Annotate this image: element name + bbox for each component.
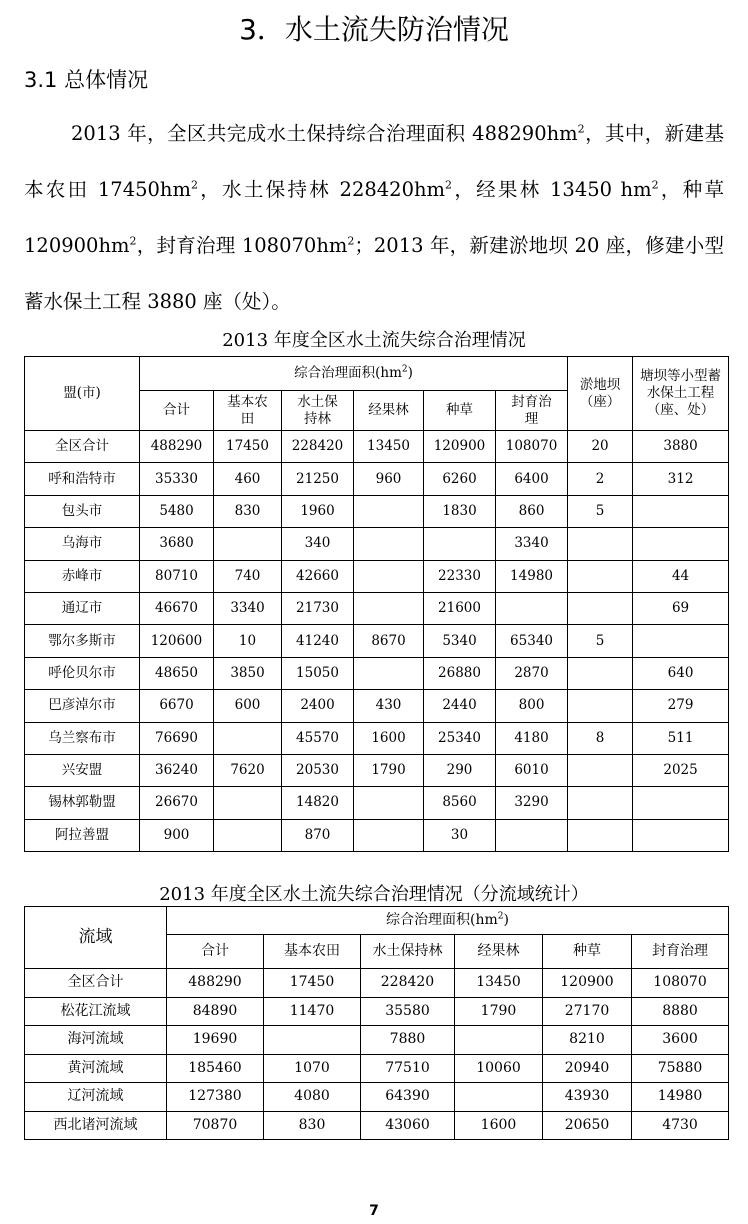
table-cell [214, 722, 282, 754]
row-label: 包头市 [25, 495, 140, 527]
table-cell: 27170 [543, 997, 632, 1026]
table-cell: 5340 [424, 625, 496, 657]
table-cell: 108070 [632, 969, 729, 998]
table-cell: 70870 [167, 1111, 264, 1140]
table-cell: 14820 [282, 787, 354, 819]
row-label: 赤峰市 [25, 560, 140, 592]
table-cell: 3600 [632, 1026, 729, 1055]
table-cell: 13450 [455, 969, 543, 998]
table-cell [354, 592, 424, 624]
table-cell: 2400 [282, 690, 354, 722]
table-cell: 22330 [424, 560, 496, 592]
table-row [25, 463, 729, 495]
table-cell: 15050 [282, 657, 354, 689]
table-row [25, 495, 729, 527]
table-cell: 10060 [455, 1054, 543, 1083]
table2-caption: 2013 年度全区水土流失综合治理情况（分流域统计） [159, 884, 589, 905]
table-cell [264, 1026, 361, 1055]
table-row [25, 1111, 729, 1140]
table-row [25, 969, 729, 998]
header-dam: 淤地坝（座） [568, 357, 633, 431]
page-number: 7 [369, 1203, 379, 1219]
table-cell [568, 528, 633, 560]
table-cell: 20940 [543, 1054, 632, 1083]
header-area-group: 综合治理面积$(hm^2)$ [140, 357, 568, 391]
table-cell [214, 819, 282, 851]
header-farmland: 基本农田 [264, 935, 361, 969]
table-cell: 30 [424, 819, 496, 851]
header-grass: 种草 [543, 935, 632, 969]
subsection-title: 3.1 总体情况 [24, 68, 149, 92]
table-cell: 5 [568, 625, 633, 657]
section-title: 3．水土流失防治情况 [239, 13, 509, 46]
row-label: 松花江流域 [25, 997, 167, 1026]
table-cell: 21250 [282, 463, 354, 495]
row-label: 阿拉善盟 [25, 819, 140, 851]
row-label: 全区合计 [25, 431, 140, 463]
header-forest: 水土保持林 [282, 391, 354, 431]
table-cell [633, 528, 729, 560]
row-label: 乌海市 [25, 528, 140, 560]
table-cell: 10 [214, 625, 282, 657]
row-label: 巴彦淖尔市 [25, 690, 140, 722]
table-cell: 2440 [424, 690, 496, 722]
table-cell: 488290 [140, 431, 214, 463]
table-cell: 13450 [354, 431, 424, 463]
table-cell [354, 657, 424, 689]
table-cell: 14980 [496, 560, 568, 592]
table-cell [455, 1026, 543, 1055]
table-cell: 35330 [140, 463, 214, 495]
table-cell: 860 [496, 495, 568, 527]
table-cell: 42660 [282, 560, 354, 592]
table-cell [354, 819, 424, 851]
table-cell [633, 495, 729, 527]
table-cell: 6400 [496, 463, 568, 495]
table-cell: 2 [568, 463, 633, 495]
row-label: 呼和浩特市 [25, 463, 140, 495]
table-cell: 8210 [543, 1026, 632, 1055]
table-row [25, 657, 729, 689]
table-cell: 8 [568, 722, 633, 754]
row-label: 呼伦贝尔市 [25, 657, 140, 689]
table-row [25, 690, 729, 722]
table-cell: 11470 [264, 997, 361, 1026]
table-cell [354, 528, 424, 560]
table-cell: 35580 [361, 997, 455, 1026]
table-cell [424, 528, 496, 560]
table-cell: 75880 [632, 1054, 729, 1083]
table-cell: 77510 [361, 1054, 455, 1083]
row-label: 鄂尔多斯市 [25, 625, 140, 657]
table-cell: 17450 [214, 431, 282, 463]
table-cell: 1070 [264, 1054, 361, 1083]
table-cell: 511 [633, 722, 729, 754]
table-cell: 120600 [140, 625, 214, 657]
table-row [25, 1083, 729, 1112]
table-cell: 20 [568, 431, 633, 463]
table-cell: 1790 [455, 997, 543, 1026]
table-cell [568, 592, 633, 624]
table-cell: 740 [214, 560, 282, 592]
table-cell: 108070 [496, 431, 568, 463]
table-row [25, 560, 729, 592]
table-cell: 960 [354, 463, 424, 495]
table-cell: 21730 [282, 592, 354, 624]
header-total: 合计 [140, 391, 214, 431]
table-cell: 8880 [632, 997, 729, 1026]
table-cell: 185460 [167, 1054, 264, 1083]
table-cell: 340 [282, 528, 354, 560]
header-forest: 水土保持林 [361, 935, 455, 969]
table-cell: 460 [214, 463, 282, 495]
table-cell: 1960 [282, 495, 354, 527]
table-cell: 3680 [140, 528, 214, 560]
table-row [25, 754, 729, 786]
table-cell: 44 [633, 560, 729, 592]
table-cell: 830 [264, 1111, 361, 1140]
table-cell: 1600 [455, 1111, 543, 1140]
table-row [25, 592, 729, 624]
table-cell: 228420 [361, 969, 455, 998]
table-cell: 120900 [543, 969, 632, 998]
table-cell [568, 754, 633, 786]
header-closure: 封育治理 [632, 935, 729, 969]
table-row [25, 722, 729, 754]
table-cell: 228420 [282, 431, 354, 463]
table-cell: 120900 [424, 431, 496, 463]
table-cell: 5480 [140, 495, 214, 527]
table-cell [496, 819, 568, 851]
table-cell: 17450 [264, 969, 361, 998]
row-label: 辽河流域 [25, 1083, 167, 1112]
row-label: 乌兰察布市 [25, 722, 140, 754]
table-cell: 26880 [424, 657, 496, 689]
table-cell [496, 592, 568, 624]
table-cell [455, 1083, 543, 1112]
table-cell [568, 787, 633, 819]
table-cell: 41240 [282, 625, 354, 657]
table-cell: 3340 [214, 592, 282, 624]
table-cell: 80710 [140, 560, 214, 592]
table-cell: 7620 [214, 754, 282, 786]
table-cell [633, 819, 729, 851]
table-cell: 3880 [633, 431, 729, 463]
row-label: 黄河流域 [25, 1054, 167, 1083]
table-cell [568, 819, 633, 851]
table-cell: 65340 [496, 625, 568, 657]
header-total: 合计 [167, 935, 264, 969]
table-cell: 19690 [167, 1026, 264, 1055]
row-label: 通辽市 [25, 592, 140, 624]
row-label: 锡林郭勒盟 [25, 787, 140, 819]
table-cell: 1600 [354, 722, 424, 754]
table-row [25, 819, 729, 851]
table-cell: 800 [496, 690, 568, 722]
table-cell [354, 787, 424, 819]
table-cell: 7880 [361, 1026, 455, 1055]
table-cell: 2870 [496, 657, 568, 689]
header-basin: 流域 [25, 907, 167, 969]
header-small-works: 塘坝等小型蓄水保土工程（座、处） [633, 357, 729, 431]
table-cell: 488290 [167, 969, 264, 998]
region-table [24, 356, 729, 852]
table-cell: 26670 [140, 787, 214, 819]
table-cell: 25340 [424, 722, 496, 754]
table-row [25, 1054, 729, 1083]
table-cell: 8670 [354, 625, 424, 657]
header-farmland: 基本农田 [214, 391, 282, 431]
table-cell [354, 495, 424, 527]
table-cell: 20650 [543, 1111, 632, 1140]
table-cell: 3290 [496, 787, 568, 819]
table-cell: 64390 [361, 1083, 455, 1112]
table-cell: 69 [633, 592, 729, 624]
table-cell: 2025 [633, 754, 729, 786]
table-cell: 127380 [167, 1083, 264, 1112]
header-region: 盟(市) [25, 357, 140, 431]
table-cell: 290 [424, 754, 496, 786]
table-cell: 43930 [543, 1083, 632, 1112]
table-cell [568, 690, 633, 722]
table-cell: 1830 [424, 495, 496, 527]
row-label: 海河流域 [25, 1026, 167, 1055]
table-row [25, 997, 729, 1026]
table-row [25, 787, 729, 819]
table-cell: 8560 [424, 787, 496, 819]
table-cell: 46670 [140, 592, 214, 624]
table-cell: 600 [214, 690, 282, 722]
table-cell [633, 625, 729, 657]
table-cell [214, 787, 282, 819]
summary-paragraph: 2013 年，全区共完成水土保持综合治理面积 $488290hm^2$，其中，新建基本农田 $17450hm^2$，水土保持林 $228420hm^2$，经果林 13450 $hm^2$，种草 $120900hm^2$，封育治理 $108070hm^2$；2013 年，新建淤地坝 20 座，修建小型蓄水保土工程 3880 座（处）。 [24, 122, 724, 313]
table-cell: 21600 [424, 592, 496, 624]
table-row [25, 1026, 729, 1055]
table-cell [633, 787, 729, 819]
header-fruit: 经果林 [354, 391, 424, 431]
table-cell: 3340 [496, 528, 568, 560]
table-cell: 76690 [140, 722, 214, 754]
basin-table [24, 906, 729, 1140]
table-cell [354, 560, 424, 592]
table-cell: 6010 [496, 754, 568, 786]
table-row [25, 625, 729, 657]
table-cell: 14980 [632, 1083, 729, 1112]
header-closure: 封育治理 [496, 391, 568, 431]
row-label: 兴安盟 [25, 754, 140, 786]
table-cell [568, 657, 633, 689]
table-cell: 6670 [140, 690, 214, 722]
table-cell: 4730 [632, 1111, 729, 1140]
table-cell: 430 [354, 690, 424, 722]
header-fruit: 经果林 [455, 935, 543, 969]
table-cell: 4180 [496, 722, 568, 754]
table-cell: 1790 [354, 754, 424, 786]
table-cell: 48650 [140, 657, 214, 689]
table1-caption: 2013 年度全区水土流失综合治理情况 [222, 330, 526, 351]
table-cell: 43060 [361, 1111, 455, 1140]
table-cell [214, 528, 282, 560]
table-cell: 279 [633, 690, 729, 722]
table-cell: 4080 [264, 1083, 361, 1112]
table-cell: 312 [633, 463, 729, 495]
table-cell: 870 [282, 819, 354, 851]
row-label: 西北诸河流域 [25, 1111, 167, 1140]
table-cell: 640 [633, 657, 729, 689]
table-cell: 36240 [140, 754, 214, 786]
table-cell: 900 [140, 819, 214, 851]
table-cell: 45570 [282, 722, 354, 754]
table-cell: 3850 [214, 657, 282, 689]
table-cell: 830 [214, 495, 282, 527]
header-area-group: 综合治理面积$(hm^2)$ [167, 907, 729, 935]
header-grass: 种草 [424, 391, 496, 431]
row-label: 全区合计 [25, 969, 167, 998]
table-row [25, 431, 729, 463]
table-cell [568, 560, 633, 592]
table-cell: 6260 [424, 463, 496, 495]
table-cell: 20530 [282, 754, 354, 786]
table-row [25, 528, 729, 560]
table-cell: 84890 [167, 997, 264, 1026]
table-cell: 5 [568, 495, 633, 527]
